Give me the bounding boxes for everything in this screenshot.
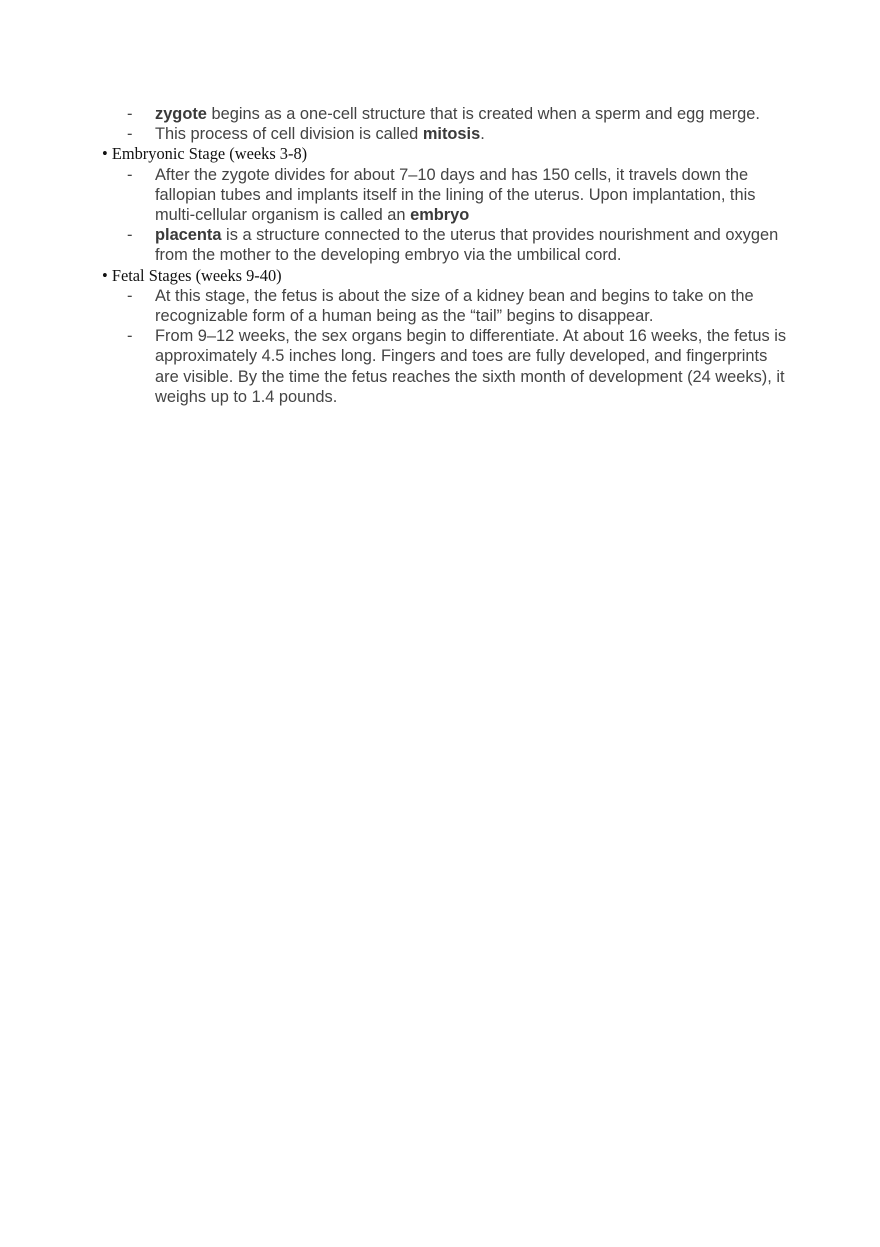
embryonic-list xyxy=(102,165,792,266)
item-text: At this stage, the fetus is about the size of a kidney bean and begins to take on the recognizable form of a human being as the “tail” begins to disappear. xyxy=(155,286,754,326)
item-suffix: . xyxy=(480,125,485,144)
list-item-mitosis xyxy=(102,124,792,144)
list-item-kidney-bean xyxy=(102,286,792,326)
list-item-embryo xyxy=(102,165,792,226)
heading-fetal-stages: • Fetal Stages (weeks 9-40) xyxy=(102,265,282,285)
dash-bullet: - xyxy=(127,286,133,305)
dash-bullet: - xyxy=(127,226,133,245)
item-text: After the zygote divides for about 7–10 days and has 150 cells, it travels down the fallopian tubes and implants itself in the lining of the uterus. Upon implantation, this multi-cellular organism is called an xyxy=(155,165,756,225)
item-text: From 9–12 weeks, the sex organs begin to differentiate. At about 16 weeks, the fetus is approximately 4.5 inches long. Fingers and toes are fully developed, and fingerprints are visible. By the time the fetus reaches the sixth month of development (24 weeks), it weighs up to 1.4 pounds. xyxy=(155,327,787,406)
item-text: begins as a one-cell structure that is created when a sperm and egg merge. xyxy=(206,105,760,123)
list-item-development xyxy=(102,326,792,407)
term-embryo: embryo xyxy=(410,206,470,225)
document-content xyxy=(102,104,792,407)
heading-embryonic-stage: • Embryonic Stage (weeks 3-8) xyxy=(102,144,308,164)
term-zygote: zygote xyxy=(155,105,207,123)
dash-bullet: - xyxy=(127,165,133,184)
list-item-zygote xyxy=(102,104,792,124)
dash-bullet: - xyxy=(127,327,133,346)
dash-bullet: - xyxy=(127,125,133,144)
term-placenta: placenta xyxy=(155,226,222,245)
dash-bullet: - xyxy=(127,105,133,123)
fetal-list xyxy=(102,286,792,407)
item-text: is a structure connected to the uterus that provides nourishment and oxygen from the mother to the developing embryo via the umbilical cord. xyxy=(155,226,779,265)
zygote-list xyxy=(102,104,792,144)
term-mitosis: mitosis xyxy=(422,125,481,144)
list-item-placenta xyxy=(102,225,792,265)
item-text: This process of cell division is called xyxy=(155,125,423,144)
